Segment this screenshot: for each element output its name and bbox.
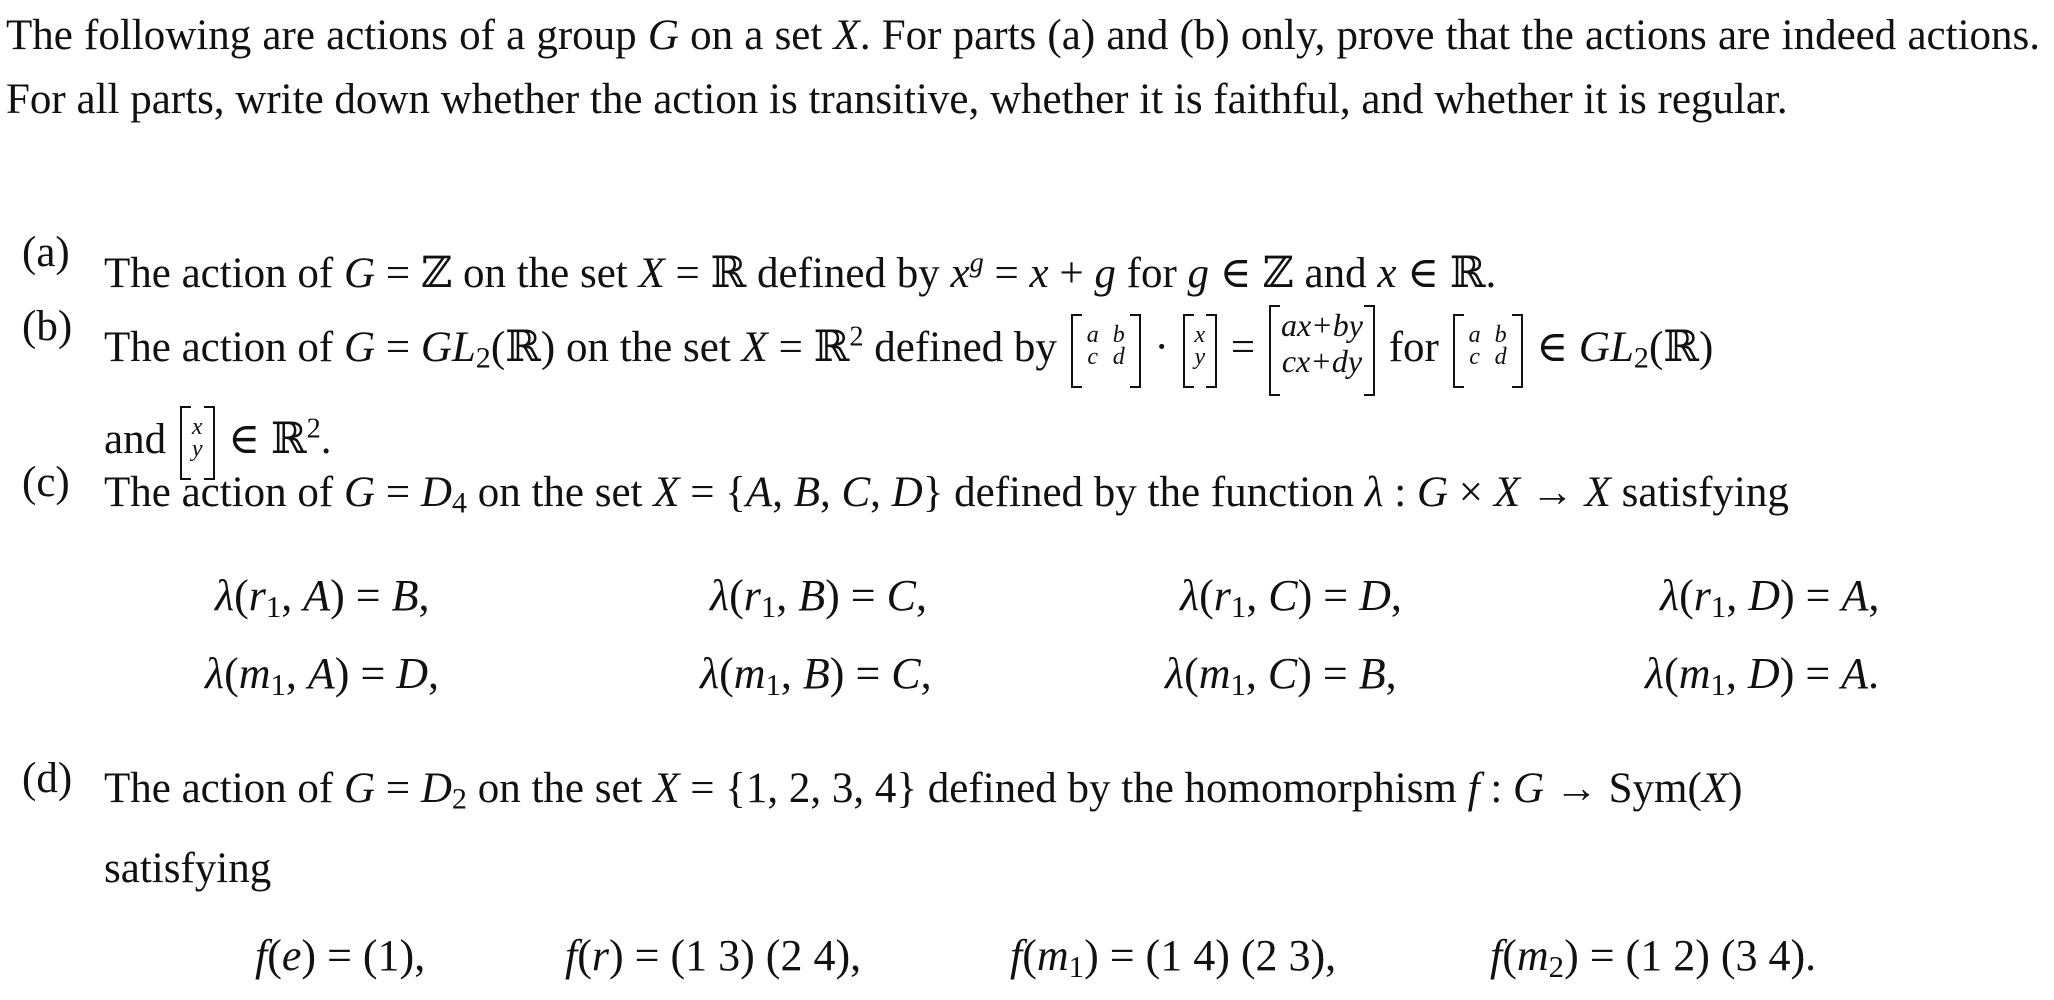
- eq-d-1: f(e) = (1),: [255, 931, 426, 980]
- eq-c-1-1: $\lambda(r_1$, A) = B,: [215, 571, 430, 624]
- part-d-label: (d): [22, 755, 73, 802]
- part-c-label: (c): [22, 459, 70, 506]
- part-d-text: The action of $G = D_2$ on the set X = {1, 2, 3, 4} defined by the homomorphism f : G → Sym(X) satisfying: [104, 765, 1743, 892]
- vector-xy: x y: [1183, 316, 1218, 386]
- eq-c-2-3: $\lambda(m_1$, C) = B,: [1165, 649, 1397, 702]
- eq-c-1-4: $\lambda(r_1$, D) = A,: [1660, 571, 1880, 624]
- intro-paragraph: The following are actions of a group G on a set X. For parts (a) and (b) only, prove that the actions are indeed actions. For all parts, write down whether the action is transitive, whether it is faithful, and whether it is regular.: [6, 12, 2041, 123]
- matrix-abcd: a b c d: [1071, 316, 1141, 386]
- eq-d-2: f(r) = (1 3) (2 4),: [565, 931, 862, 980]
- part-b-label: (b): [22, 303, 73, 350]
- eq-c-1-3: $\lambda(r_1$, C) = D,: [1180, 571, 1402, 624]
- part-b-text: The action of $G = GL_2(ℝ)$ on the set X = ℝ$^2$ defined by a b c d · x y = ax+by cx+dy for a b c d ∈ $GL_2(ℝ)$ and x y ∈ ℝ$^2$.: [104, 302, 2032, 478]
- matrix-abcd-2: a b c d: [1453, 316, 1523, 386]
- eq-c-2-1: $\lambda(m_1$, A) = D,: [205, 649, 440, 702]
- part-a-label: (a): [22, 229, 70, 276]
- eq-c-1-2: $\lambda(r_1$, B) = C,: [710, 571, 927, 624]
- eq-c-2-4: $\lambda(m_1$, D) = A.: [1645, 649, 1880, 702]
- part-a-text: The action of G = ℤ on the set X = ℝ defined by $x^g = x + g$ for g ∈ ℤ and x ∈ ℝ.: [104, 247, 1497, 297]
- vector-xy-2: x y: [180, 408, 215, 478]
- eq-d-3: $f(m_1) = (1$ 4) (2 3),: [1010, 931, 1337, 984]
- part-c-text: The action of $G = D_4$ on the set X = {A, B, C, D} defined by the function λ : G × X → X satisfying: [104, 469, 1789, 520]
- eq-c-2-2: $\lambda(m_1$, B) = C,: [700, 649, 932, 702]
- vector-result: ax+by cx+dy: [1269, 307, 1375, 394]
- eq-d-4: $f(m_2) = (1$ 2) (3 4).: [1490, 931, 1817, 984]
